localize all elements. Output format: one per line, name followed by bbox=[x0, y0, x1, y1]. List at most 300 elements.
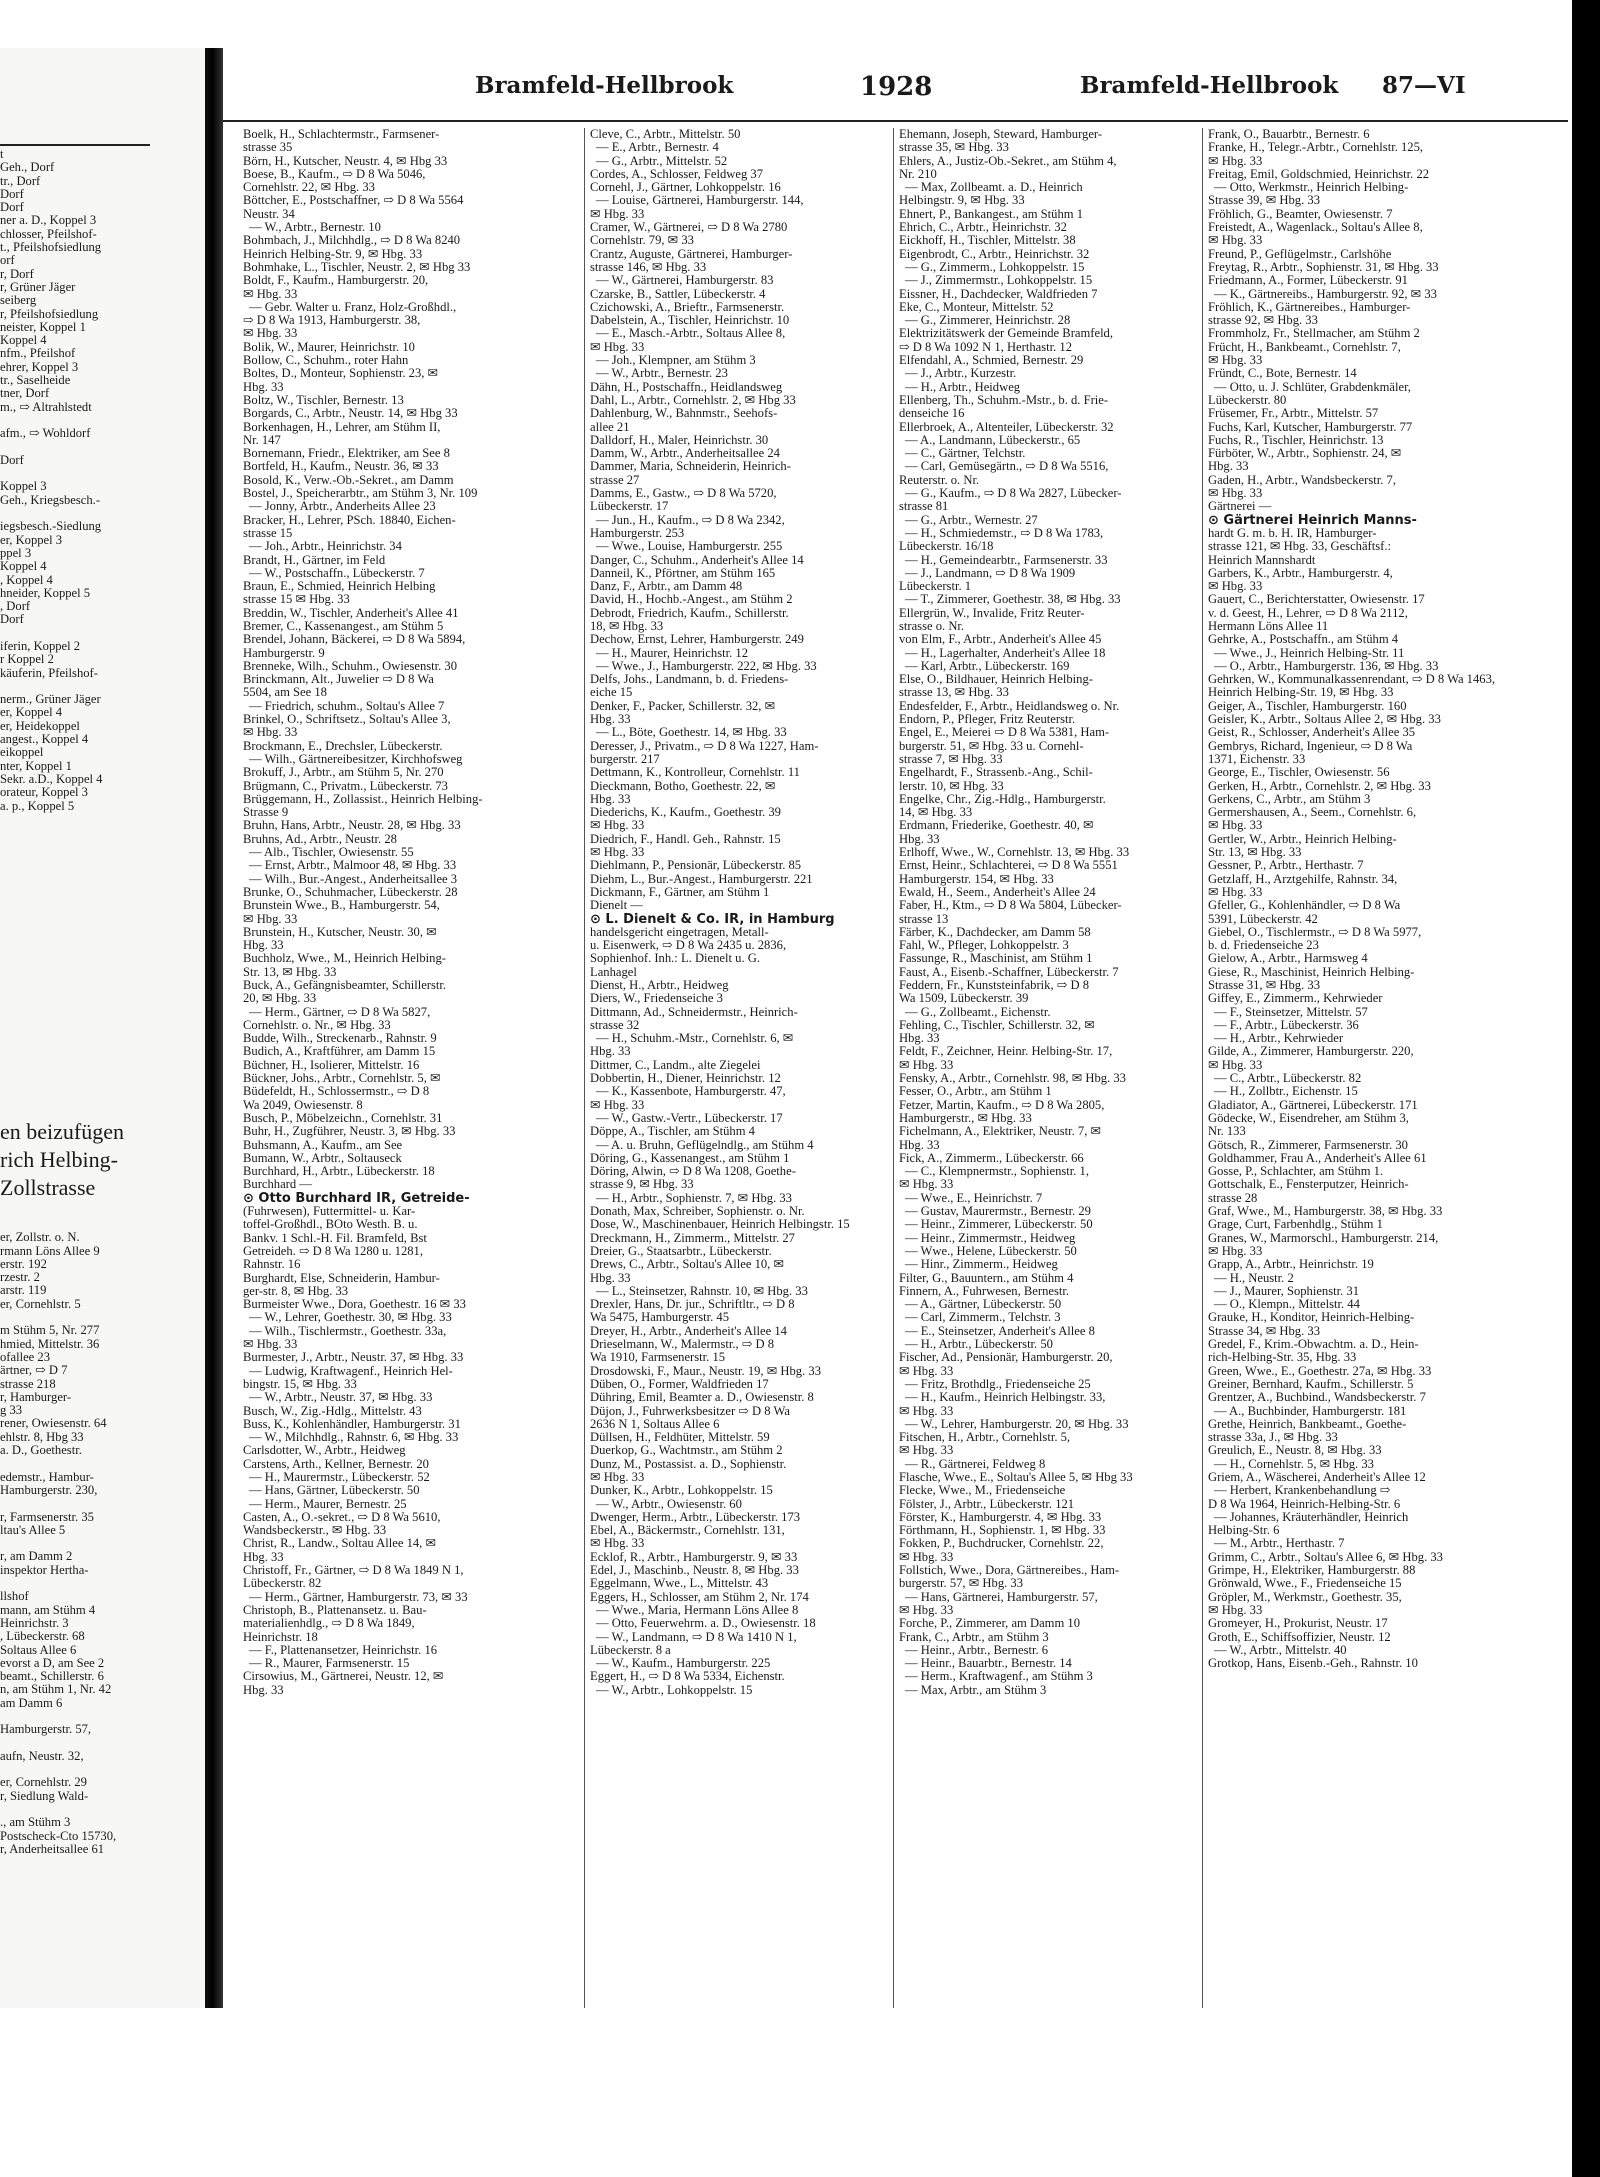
directory-entry: Denker, F., Packer, Schillerstr. 32, ✉ bbox=[590, 698, 776, 713]
directory-entry: — R., Maurer, Farmsenerstr. 15 bbox=[249, 1656, 410, 1671]
directory-entry: Bostel, J., Speicherarbtr., am Stühm 3, Nr. 109 bbox=[243, 486, 478, 501]
directory-entry: Gromeyer, H., Prokurist, Neustr. 17 bbox=[1208, 1616, 1388, 1631]
directory-entry: strasse 9, ✉ Hbg. 33 bbox=[590, 1177, 694, 1192]
page-header bbox=[245, 72, 1565, 112]
directory-entry: Gehrken, W., Kommunalkassenrendant, ⇨ D 8 Wa 1463, bbox=[1208, 672, 1496, 687]
directory-entry: Crantz, Auguste, Gärtnerei, Hamburger- bbox=[590, 246, 793, 261]
directory-entry: Follstich, Wwe., Dora, Gärtnereibes., Ham- bbox=[899, 1563, 1120, 1578]
directory-entry: Gembrys, Richard, Ingenieur, ⇨ D 8 Wa bbox=[1208, 738, 1413, 753]
directory-entry: Gauert, C., Berichterstatter, Owiesenstr. 17 bbox=[1208, 592, 1425, 607]
directory-entry: Gerkens, C., Arbtr., am Stühm 3 bbox=[1208, 791, 1371, 806]
directory-entry: Brunke, O., Schuhmacher, Lübeckerstr. 28 bbox=[243, 884, 458, 899]
directory-entry: David, H., Hochb.-Angest., am Stühm 2 bbox=[590, 592, 793, 607]
left-notice-line: Zollstrasse bbox=[0, 1175, 96, 1200]
directory-entry: t bbox=[0, 147, 4, 161]
directory-column-1 bbox=[243, 128, 573, 1697]
directory-entry: Düjon, J., Fuhrwerksbesitzer ⇨ D 8 Wa bbox=[590, 1403, 790, 1418]
directory-entry: Wandsbeckerstr., ✉ Hbg. 33 bbox=[243, 1523, 387, 1538]
header-page-number: 87—VI bbox=[1382, 72, 1466, 99]
directory-entry: Geiger, A., Tischler, Hamburgerstr. 160 bbox=[1208, 698, 1407, 713]
directory-entry: Cramer, W., Gärtnerei, ⇨ D 8 Wa 2780 bbox=[590, 220, 788, 235]
directory-entry: Gehrke, A., Postschaffn., am Stühm 4 bbox=[1208, 632, 1399, 647]
directory-entry: Fischer, Ad., Pensionär, Hamburgerstr. 20, bbox=[899, 1350, 1113, 1365]
directory-entry: — Heinr., Arbtr., Bernestr. 6 bbox=[905, 1642, 1049, 1657]
directory-entry: Cleve, C., Arbtr., Mittelstr. 50 bbox=[590, 128, 741, 141]
directory-entry: tr., Saselheide bbox=[0, 373, 71, 388]
directory-entry: Nr. 147 bbox=[243, 432, 281, 447]
directory-entry: Düllsen, H., Feldhüter, Mittelstr. 59 bbox=[590, 1430, 770, 1445]
directory-entry: Diehm, L., Bur.-Angest., Hamburgerstr. 221 bbox=[590, 871, 813, 886]
directory-entry: Grimpe, H., Elektriker, Hamburgerstr. 88 bbox=[1208, 1563, 1416, 1578]
directory-entry: ✉ Hbg. 33 bbox=[1208, 1602, 1263, 1617]
directory-entry: — W., Arbtr., Mittelstr. 40 bbox=[1214, 1642, 1347, 1657]
directory-entry: ⇨ D 8 Wa 1913, Hamburgerstr. 38, bbox=[243, 313, 421, 328]
directory-entry: — Wwe., Louise, Hamburgerstr. 255 bbox=[596, 539, 783, 554]
directory-entry: Fahl, W., Pfleger, Lohkoppelstr. 3 bbox=[899, 938, 1069, 953]
directory-entry: Feldt, F., Zeichner, Heinr. Helbing-Str. 17, bbox=[899, 1044, 1113, 1059]
directory-entry: Förthmann, H., Sophienstr. 1, ✉ Hbg. 33 bbox=[899, 1523, 1106, 1538]
directory-entry: Strasse 39, ✉ Hbg. 33 bbox=[1208, 193, 1320, 208]
directory-entry: aufn, Neustr. 32, bbox=[0, 1748, 84, 1763]
directory-entry: ✉ Hbg. 33 bbox=[1208, 884, 1263, 899]
directory-entry: — H., Arbtr., Sophienstr. 7, ✉ Hbg. 33 bbox=[596, 1190, 792, 1205]
directory-entry: Edel, J., Maschinb., Neustr. 8, ✉ Hbg. 33 bbox=[590, 1563, 799, 1578]
directory-entry: Fitschen, H., Arbtr., Cornehlstr. 5, bbox=[899, 1430, 1071, 1445]
directory-entry: Engelke, Chr., Zig.-Hdlg., Hamburgerstr. bbox=[899, 791, 1106, 806]
directory-entry: iegsbesch.-Siedlung bbox=[0, 519, 102, 534]
directory-entry: — A. u. Bruhn, Geflügelndlg., am Stühm 4 bbox=[596, 1137, 814, 1152]
directory-entry: Cirsowius, M., Gärtnerei, Neustr. 12, ✉ bbox=[243, 1669, 444, 1684]
directory-entry: — W., Arbtr., Owiesenstr. 60 bbox=[596, 1496, 742, 1511]
directory-entry: strasse 27 bbox=[590, 472, 640, 487]
directory-entry: Hbg. 33 bbox=[243, 1682, 284, 1697]
header-year: 1928 bbox=[860, 72, 933, 102]
left-page-text bbox=[0, 148, 102, 813]
directory-entry: Giebel, O., Tischlermstr., ⇨ D 8 Wa 5977, bbox=[1208, 924, 1422, 939]
directory-entry: — G., Arbtr., Mittelstr. 52 bbox=[596, 153, 728, 168]
directory-entry: Frank, O., Bauarbtr., Bernestr. 6 bbox=[1208, 128, 1370, 141]
directory-entry: Green, Wwe., E., Goethestr. 27a, ✉ Hbg. 33 bbox=[1208, 1363, 1432, 1378]
directory-entry: Brockmann, E., Drechsler, Lübeckerstr. bbox=[243, 738, 443, 753]
directory-entry: Gilde, A., Zimmerer, Hamburgerstr. 220, bbox=[1208, 1044, 1414, 1059]
directory-entry: Gielow, A., Arbtr., Harmsweg 4 bbox=[1208, 951, 1368, 966]
directory-entry: ✉ Hbg. 33 bbox=[1208, 818, 1263, 833]
directory-entry: ✉ Hbg. 33 bbox=[590, 1097, 645, 1112]
directory-entry: Czarske, B., Sattler, Lübeckerstr. 4 bbox=[590, 286, 766, 301]
directory-entry: — J., Zimmermstr., Lohkoppelstr. 15 bbox=[905, 273, 1093, 288]
directory-entry: Deresser, J., Privatm., ⇨ D 8 Wa 1227, Ham- bbox=[590, 738, 819, 753]
directory-entry: Götsch, R., Zimmerer, Farmsenerstr. 30 bbox=[1208, 1137, 1408, 1152]
directory-entry: — E., Steinsetzer, Anderheit's Allee 8 bbox=[905, 1323, 1095, 1338]
directory-entry: Bollow, C., Schuhm., roter Hahn bbox=[243, 353, 409, 368]
directory-entry: Koppel 3 bbox=[0, 479, 47, 494]
directory-entry: Freytag, R., Arbtr., Sophienstr. 31, ✉ Hbg. 33 bbox=[1208, 259, 1439, 274]
directory-entry: — W., Landmann, ⇨ D 8 Wa 1410 N 1, bbox=[596, 1629, 797, 1644]
directory-entry: Grentzer, A., Buchbind., Wandsbeckerstr. 7 bbox=[1208, 1390, 1426, 1405]
directory-entry: afm., ⇨ Wohldorf bbox=[0, 426, 91, 441]
directory-entry: er, Zollstr. o. N. bbox=[0, 1230, 80, 1245]
directory-entry: — F., Steinsetzer, Mittelstr. 57 bbox=[1214, 1004, 1368, 1019]
directory-entry: Fehling, C., Tischler, Schillerstr. 32, ✉ bbox=[899, 1017, 1095, 1032]
directory-entry: Str. 13, ✉ Hbg. 33 bbox=[1208, 845, 1302, 860]
directory-entry: Fuchs, R., Tischler, Heinrichstr. 13 bbox=[1208, 432, 1384, 447]
directory-entry: Carlsdotter, W., Arbtr., Heidweg bbox=[243, 1443, 406, 1458]
directory-entry: Gfeller, G., Kohlenhändler, ⇨ D 8 Wa bbox=[1208, 898, 1401, 913]
directory-entry: Hamburgerstr. 230, bbox=[0, 1482, 98, 1497]
directory-entry: — C., Arbtr., Lübeckerstr. 82 bbox=[1214, 1071, 1362, 1086]
directory-entry: — W., Arbtr., Neustr. 37, ✉ Hbg. 33 bbox=[249, 1390, 433, 1405]
directory-entry: strasse 32 bbox=[590, 1017, 640, 1032]
directory-entry: Hamburgerstr., ✉ Hbg. 33 bbox=[899, 1110, 1032, 1125]
directory-entry: Ehnert, P., Bankangest., am Stühm 1 bbox=[899, 206, 1083, 221]
directory-entry: Buhr, H., Zugführer, Neustr. 3, ✉ Hbg. 33 bbox=[243, 1124, 456, 1139]
directory-entry: am Damm 6 bbox=[0, 1695, 63, 1710]
directory-entry: Hbg. 33 bbox=[590, 712, 631, 727]
directory-entry: Budich, A., Kraftführer, am Damm 15 bbox=[243, 1044, 436, 1059]
directory-entry: ✉ Hbg. 33 bbox=[590, 845, 645, 860]
directory-entry: Christ, R., Landw., Soltau Allee 14, ✉ bbox=[243, 1536, 437, 1551]
directory-entry: — H., Kaufm., Heinrich Helbingstr. 33, bbox=[905, 1390, 1106, 1405]
directory-entry: Geist, R., Schlosser, Anderheit's Allee 35 bbox=[1208, 725, 1416, 740]
directory-entry: ✉ Hbg. 33 bbox=[899, 1177, 954, 1192]
directory-entry: Heinrichstr. 3 bbox=[0, 1615, 69, 1630]
directory-entry: Strasse 34, ✉ Hbg. 33 bbox=[1208, 1323, 1320, 1338]
directory-column-2 bbox=[590, 128, 890, 1697]
directory-entry: — Heinr., Zimmerer, Lübeckerstr. 50 bbox=[905, 1217, 1093, 1232]
directory-entry: ⊙ L. Dienelt & Co. IR, in Hamburg bbox=[590, 911, 835, 927]
directory-entry: r, am Damm 2 bbox=[0, 1549, 73, 1564]
directory-entry: t., Pfeilshofsiedlung bbox=[0, 240, 102, 255]
directory-entry: — Otto, Werkmstr., Heinrich Helbing- bbox=[1214, 180, 1409, 195]
directory-entry bbox=[0, 441, 102, 454]
directory-entry: Ernst, Heinr., Schlachterei, ⇨ D 8 Wa 5551 bbox=[899, 858, 1118, 873]
directory-entry: — H., Arbtr., Lübeckerstr. 50 bbox=[905, 1337, 1053, 1352]
header-right-title: Bramfeld-Hellbrook bbox=[1080, 72, 1339, 99]
left-notice-line: rich Helbing- bbox=[0, 1147, 118, 1172]
directory-entry: hardt G. m. b. H. IR, Hamburger- bbox=[1208, 525, 1377, 540]
directory-entry: — Gebr. Walter u. Franz, Holz-Großhdl., bbox=[249, 299, 457, 314]
directory-entry: Fröhlich, G., Beamter, Owiesenstr. 7 bbox=[1208, 206, 1393, 221]
directory-entry: Elfendahl, A., Schmied, Bernestr. 29 bbox=[899, 353, 1084, 368]
directory-entry: ✉ Hbg. 33 bbox=[243, 911, 298, 926]
directory-entry: ✉ Hbg. 33 bbox=[590, 339, 645, 354]
directory-entry: Bosold, K., Verw.-Ob.-Sekret., am Damm bbox=[243, 472, 454, 487]
left-notice-line: en beizufügen bbox=[0, 1119, 124, 1144]
directory-entry: Greulich, E., Neustr. 8, ✉ Hbg. 33 bbox=[1208, 1443, 1382, 1458]
directory-entry: — J., Arbtr., Kurzestr. bbox=[905, 366, 1017, 381]
directory-entry: — Jun., H., Kaufm., ⇨ D 8 Wa 2342, bbox=[596, 512, 785, 527]
directory-entry: Grönwald, Wwe., F., Friedenseiche 15 bbox=[1208, 1576, 1402, 1591]
directory-entry: Eickhoff, H., Tischler, Mittelstr. 38 bbox=[899, 233, 1076, 248]
directory-entry: — W., Arbtr., Bernestr. 10 bbox=[249, 220, 381, 235]
header-rule bbox=[223, 120, 1568, 122]
directory-entry: Damm, W., Arbtr., Anderheitsallee 24 bbox=[590, 446, 780, 461]
directory-entry: ofallee 23 bbox=[0, 1349, 50, 1364]
directory-entry: Burchhard — bbox=[243, 1177, 312, 1192]
directory-entry: strasse 15 ✉ Hbg. 33 bbox=[243, 592, 350, 607]
directory-entry: Strasse 31, ✉ Hbg. 33 bbox=[1208, 978, 1320, 992]
directory-entry: — A., Buchbinder, Hamburgerstr. 181 bbox=[1214, 1403, 1407, 1418]
directory-entry: ✉ Hbg. 33 bbox=[1208, 1057, 1263, 1072]
directory-entry: — Herm., Kraftwagenf., am Stühm 3 bbox=[905, 1669, 1093, 1684]
directory-entry: Hbg. 33 bbox=[243, 938, 284, 953]
directory-entry: nerm., Grüner Jäger bbox=[0, 692, 101, 707]
directory-entry: Hbg. 33 bbox=[899, 1137, 940, 1152]
directory-entry: 14, ✉ Hbg. 33 bbox=[899, 805, 973, 820]
directory-entry: Giffey, E., Zimmerm., Kehrwieder bbox=[1208, 991, 1383, 1006]
directory-entry: Reuterstr. o. Nr. bbox=[899, 472, 980, 487]
directory-entry: Cornehlstr. 22, ✉ Hbg. 33 bbox=[243, 180, 375, 195]
directory-entry: Dienelt — bbox=[590, 898, 643, 913]
directory-entry: r, Dorf bbox=[0, 266, 34, 281]
directory-entry: ✉ Hbg. 33 bbox=[590, 1536, 645, 1551]
directory-entry: Bruhns, Ad., Arbtr., Neustr. 28 bbox=[243, 831, 397, 846]
directory-entry: orateur, Koppel 3 bbox=[0, 785, 88, 800]
book-gutter bbox=[205, 48, 223, 2008]
directory-entry: Drexler, Hans, Dr. jur., Schriftltr., ⇨ D 8 bbox=[590, 1297, 795, 1312]
directory-entry: Graf, Wwe., M., Hamburgerstr. 38, ✉ Hbg. 33 bbox=[1208, 1204, 1443, 1219]
directory-entry: Bankv. 1 Schl.-H. Fil. Bramfeld, Bst bbox=[243, 1230, 427, 1245]
directory-entry: Diederichs, K., Kaufm., Goethestr. 39 bbox=[590, 805, 781, 820]
directory-entry: Heinrich Helbing-Str. 9, ✉ Hbg. 33 bbox=[243, 246, 423, 261]
directory-entry: — Wilh., Bur.-Angest., Anderheitsallee 3 bbox=[249, 871, 458, 886]
directory-entry: Färber, K., Dachdecker, am Damm 58 bbox=[899, 924, 1091, 939]
directory-entry: — Wilh., Gärtnereibesitzer, Kirchhofsweg bbox=[249, 751, 463, 766]
directory-entry: Geh., Dorf bbox=[0, 160, 55, 175]
directory-entry: Bornemann, Friedr., Elektriker, am See 8 bbox=[243, 446, 450, 461]
directory-entry: Döring, Alwin, ⇨ D 8 Wa 1208, Goethe- bbox=[590, 1164, 796, 1179]
directory-entry: Lübeckerstr. 8 a bbox=[590, 1642, 671, 1657]
directory-entry: Wa 5475, Hamburgerstr. 45 bbox=[590, 1310, 730, 1325]
directory-entry: strasse 146, ✉ Hbg. 33 bbox=[590, 259, 707, 274]
directory-entry: — O., Arbtr., Hamburgerstr. 136, ✉ Hbg. 33 bbox=[1214, 658, 1439, 673]
directory-entry: — H., Arbtr., Kehrwieder bbox=[1214, 1031, 1344, 1046]
directory-entry bbox=[0, 1737, 116, 1750]
directory-entry: Frommholz, Fr., Stellmacher, am Stühm 2 bbox=[1208, 326, 1420, 341]
directory-entry: — O., Klempn., Mittelstr. 44 bbox=[1214, 1297, 1360, 1312]
directory-entry: Ebel, A., Bäckermstr., Cornehlstr. 131, bbox=[590, 1523, 785, 1538]
directory-entry: Gerken, H., Arbtr., Cornehlstr. 2, ✉ Hbg. 33 bbox=[1208, 778, 1431, 793]
directory-entry: Germershausen, A., Seem., Cornehlstr. 6, bbox=[1208, 805, 1417, 820]
directory-entry: Cornehl, J., Gärtner, Lohkoppelstr. 16 bbox=[590, 180, 781, 195]
directory-entry: ✉ Hbg. 33 bbox=[243, 326, 298, 341]
directory-entry: Dettmann, K., Kontrolleur, Cornehlstr. 11 bbox=[590, 765, 800, 780]
directory-entry: Heinrich Mannshardt bbox=[1208, 552, 1316, 567]
directory-column-4 bbox=[1208, 128, 1538, 1670]
directory-entry: Boltes, D., Monteur, Sophienstr. 23, ✉ bbox=[243, 366, 439, 381]
directory-entry: ner a. D., Koppel 3 bbox=[0, 213, 97, 228]
directory-entry: Dreyer, H., Arbtr., Anderheit's Allee 14 bbox=[590, 1323, 787, 1338]
directory-entry: Erdmann, Friederike, Goethestr. 40, ✉ bbox=[899, 818, 1094, 833]
directory-entry: n, am Stühm 1, Nr. 42 bbox=[0, 1682, 112, 1697]
directory-entry: b. d. Friedenseiche 23 bbox=[1208, 938, 1319, 953]
directory-entry: 18, ✉ Hbg. 33 bbox=[590, 618, 664, 633]
directory-entry: Büchner, H., Isolierer, Mittelstr. 16 bbox=[243, 1057, 420, 1072]
directory-entry: Giese, R., Maschinist, Heinrich Helbing- bbox=[1208, 964, 1415, 979]
left-header-rule bbox=[0, 144, 150, 146]
directory-entry: — W., Postschaffn., Lübeckerstr. 7 bbox=[249, 565, 425, 580]
directory-entry: m Stühm 5, Nr. 277 bbox=[0, 1323, 100, 1338]
directory-entry: Sophienhof. Inh.: L. Dienelt u. G. bbox=[590, 951, 760, 966]
directory-entry: Ecklof, R., Arbtr., Hamburgerstr. 9, ✉ 33 bbox=[590, 1549, 798, 1564]
directory-entry: Garbers, K., Arbtr., Hamburgerstr. 4, bbox=[1208, 565, 1393, 580]
directory-entry: g 33 bbox=[0, 1403, 23, 1418]
directory-entry: Danneil, K., Pförtner, am Stühm 165 bbox=[590, 565, 776, 580]
directory-entry: ✉ Hbg. 33 bbox=[1208, 579, 1263, 594]
directory-entry: Busch, P., Möbelzeichn., Cornehlstr. 31 bbox=[243, 1110, 443, 1125]
directory-entry: Brandt, H., Gärtner, im Feld bbox=[243, 552, 386, 567]
directory-entry: ehrer, Koppel 3 bbox=[0, 359, 79, 374]
directory-entry: — Karl, Arbtr., Lübeckerstr. 169 bbox=[905, 658, 1070, 673]
directory-entry: — A., Gärtner, Lübeckerstr. 50 bbox=[905, 1297, 1062, 1312]
directory-entry: Hbg. 33 bbox=[590, 1270, 631, 1285]
directory-entry: Heinrich Helbing-Str. 19, ✉ Hbg. 33 bbox=[1208, 685, 1394, 700]
directory-entry: neister, Koppel 1 bbox=[0, 319, 86, 334]
directory-entry: Lübeckerstr. 17 bbox=[590, 499, 669, 514]
directory-entry: — H., Schmiedemstr., ⇨ D 8 Wa 1783, bbox=[905, 525, 1104, 540]
directory-entry: Dorf bbox=[0, 452, 24, 467]
directory-entry: Fensky, A., Arbtr., Cornehlstr. 98, ✉ Hbg. 33 bbox=[899, 1071, 1126, 1086]
directory-entry: — Max, Arbtr., am Stühm 3 bbox=[905, 1682, 1047, 1697]
directory-entry: — Carl, Gemüsegärtn., ⇨ D 8 Wa 5516, bbox=[905, 459, 1109, 474]
directory-entry: Christoff, Fr., Gärtner, ⇨ D 8 Wa 1849 N 1, bbox=[243, 1563, 464, 1578]
directory-entry: Donath, Max, Schreiber, Sophienstr. o. Nr. bbox=[590, 1204, 805, 1219]
directory-entry: Eggers, H., Schlosser, am Stühm 2, Nr. 174 bbox=[590, 1589, 809, 1604]
directory-entry: ., am Stühm 3 bbox=[0, 1815, 71, 1830]
directory-entry: Frücht, H., Bankbeamt., Cornehlstr. 7, bbox=[1208, 339, 1401, 354]
directory-entry: Diehlmann, P., Pensionär, Lübeckerstr. 85 bbox=[590, 858, 802, 873]
directory-entry: Cordes, A., Schlosser, Feldweg 37 bbox=[590, 166, 763, 181]
directory-entry: rmann Löns Allee 9 bbox=[0, 1243, 100, 1258]
directory-entry: Wa 1509, Lübeckerstr. 39 bbox=[899, 991, 1029, 1006]
directory-entry: Fichelmann, A., Elektriker, Neustr. 7, ✉ bbox=[899, 1124, 1102, 1139]
directory-entry: — Hans, Gärtnerei, Hamburgerstr. 57, bbox=[905, 1589, 1098, 1604]
directory-entry: Dahlenburg, W., Bahnmstr., Seehofs- bbox=[590, 406, 778, 421]
directory-entry: Dittmann, Ad., Schneidermstr., Heinrich- bbox=[590, 1004, 798, 1019]
directory-entry: — C., Klempnermstr., Sophienstr. 1, bbox=[905, 1164, 1090, 1179]
directory-entry: Casten, A., O.-sekret., ⇨ D 8 Wa 5610, bbox=[243, 1509, 441, 1524]
directory-entry: — Otto, Feuerwehrm. a. D., Owiesenstr. 18 bbox=[596, 1616, 816, 1631]
directory-entry: Fründt, C., Bote, Bernestr. 14 bbox=[1208, 366, 1357, 381]
directory-entry: Dunker, K., Arbtr., Lohkoppelstr. 15 bbox=[590, 1483, 773, 1498]
directory-entry: Ewald, H., Seem., Anderheit's Allee 24 bbox=[899, 884, 1096, 899]
directory-entry: Hbg. 33 bbox=[243, 379, 284, 394]
directory-entry: — Jonny, Arbtr., Anderheits Allee 23 bbox=[249, 499, 436, 514]
directory-entry: strasse 7, ✉ Hbg. 33 bbox=[899, 751, 1003, 766]
directory-entry: ger-str. 8, ✉ Hbg. 33 bbox=[243, 1283, 349, 1298]
directory-entry: — K., Gärtnereibs., Hamburgerstr. 92, ✉ 33 bbox=[1214, 286, 1437, 301]
directory-entry: Borkenhagen, H., Lehrer, am Stühm II, bbox=[243, 419, 441, 434]
directory-entry: Burmester, J., Arbtr., Neustr. 37, ✉ Hbg. 33 bbox=[243, 1350, 464, 1365]
directory-entry: Dorf bbox=[0, 612, 24, 627]
directory-entry: Diedrich, F., Handl. Geh., Rahnstr. 15 bbox=[590, 831, 781, 846]
directory-entry: ✉ Hbg. 33 bbox=[1208, 233, 1263, 248]
directory-entry: Geh., Kriegsbesch.- bbox=[0, 492, 101, 507]
directory-entry: beamt., Schillerstr. 6 bbox=[0, 1669, 104, 1684]
directory-entry: edemstr., Hambur- bbox=[0, 1469, 94, 1484]
directory-entry: 5504, am See 18 bbox=[243, 685, 327, 700]
directory-entry: strasse 92, ✉ Hbg. 33 bbox=[1208, 313, 1318, 328]
directory-entry: Debrodt, Friedrich, Kaufm., Schillerstr. bbox=[590, 605, 789, 620]
directory-entry: Gärtnerei — bbox=[1208, 499, 1272, 514]
column-divider bbox=[1202, 128, 1203, 2008]
directory-entry: Strasse 9 bbox=[243, 805, 289, 820]
directory-entry: Nr. 133 bbox=[1208, 1124, 1246, 1139]
directory-entry: Boelk, H., Schlachtermstr., Farmsener- bbox=[243, 128, 440, 141]
directory-entry: Freistedt, A., Wagenlack., Soltau's Allee 8, bbox=[1208, 220, 1423, 235]
directory-entry: Brendel, Johann, Bäckerei, ⇨ D 8 Wa 5894, bbox=[243, 632, 466, 647]
directory-entry: denseiche 16 bbox=[899, 406, 965, 421]
directory-entry: ✉ Hbg. 33 bbox=[1208, 153, 1263, 168]
directory-entry: ⊙ Otto Burchhard IR, Getreide- bbox=[243, 1190, 470, 1206]
directory-entry: Neustr. 34 bbox=[243, 206, 295, 221]
directory-entry: — W., Milchhdlg., Rahnstr. 6, ✉ Hbg. 33 bbox=[249, 1430, 459, 1445]
directory-entry: Böttcher, E., Postschaffner, ⇨ D 8 Wa 5564 bbox=[243, 193, 464, 208]
directory-entry: — F., Arbtr., Lübeckerstr. 36 bbox=[1214, 1017, 1359, 1032]
directory-entry: burgerstr. 57, ✉ Hbg. 33 bbox=[899, 1576, 1024, 1591]
directory-entry: rener, Owiesenstr. 64 bbox=[0, 1416, 107, 1431]
directory-entry: — W., Gastw.-Vertr., Lübeckerstr. 17 bbox=[596, 1110, 783, 1125]
directory-entry: Brinkel, O., Schriftsetz., Soltau's Allee 3, bbox=[243, 712, 451, 727]
directory-entry: Brunstein Wwe., B., Hamburgerstr. 54, bbox=[243, 898, 440, 913]
directory-entry: Eke, C., Monteur, Mittelstr. 52 bbox=[899, 299, 1054, 314]
directory-entry: Dienst, H., Arbtr., Heidweg bbox=[590, 978, 729, 992]
directory-entry: Wa 1910, Farmsenerstr. 15 bbox=[590, 1350, 726, 1365]
directory-entry: er, Heidekoppel bbox=[0, 718, 80, 733]
directory-entry: seiberg bbox=[0, 293, 37, 308]
directory-entry: Dittmer, C., Landm., alte Ziegelei bbox=[590, 1057, 761, 1072]
directory-entry: Frank, C., Arbtr., am Stühm 3 bbox=[899, 1629, 1049, 1644]
directory-entry: Dunz, M., Postassist. a. D., Sophienstr. bbox=[590, 1456, 787, 1471]
directory-entry bbox=[0, 1710, 116, 1723]
directory-entry: Lübeckerstr. 16/18 bbox=[899, 539, 994, 554]
directory-entry: ⊙ Gärtnerei Heinrich Manns- bbox=[1208, 512, 1417, 528]
directory-entry: — H., Schuhm.-Mstr., Cornehlstr. 6, ✉ bbox=[596, 1031, 794, 1046]
directory-entry: ✉ Hbg. 33 bbox=[590, 818, 645, 833]
directory-entry: — G., Zollbeamt., Eichenstr. bbox=[905, 1004, 1051, 1019]
directory-entry: Hamburgerstr. 154, ✉ Hbg. 33 bbox=[899, 871, 1054, 886]
directory-entry: — G., Zimmerm., Lohkoppelstr. 15 bbox=[905, 259, 1085, 274]
directory-entry: Granes, W., Marmorschl., Hamburgerstr. 214, bbox=[1208, 1230, 1439, 1245]
directory-entry: Breddin, W., Tischler, Anderheit's Allee 41 bbox=[243, 605, 459, 620]
directory-entry: handelsgericht eingetragen, Metall- bbox=[590, 924, 769, 939]
directory-entry: Flasche, Wwe., E., Soltau's Allee 5, ✉ Hbg 33 bbox=[899, 1469, 1133, 1484]
directory-entry: Buchholz, Wwe., M., Heinrich Helbing- bbox=[243, 951, 446, 966]
directory-entry: — H., Gemeindearbtr., Farmsenerstr. 33 bbox=[905, 552, 1108, 567]
directory-entry: Bruhn, Hans, Arbtr., Neustr. 28, ✉ Hbg. 33 bbox=[243, 818, 461, 833]
directory-entry: , Dorf bbox=[0, 599, 31, 614]
directory-entry: Fuchs, Karl, Kutscher, Hamburgerstr. 77 bbox=[1208, 419, 1413, 434]
directory-entry: Gottschalk, E., Fensterputzer, Heinrich- bbox=[1208, 1177, 1409, 1192]
directory-entry: strasse 81 bbox=[899, 499, 949, 514]
directory-entry: strasse 35, ✉ Hbg. 33 bbox=[899, 140, 1009, 155]
directory-entry: — M., Arbtr., Herthastr. 7 bbox=[1214, 1536, 1345, 1551]
directory-entry: Rahnstr. 16 bbox=[243, 1257, 301, 1272]
directory-entry: — Hans, Gärtner, Lübeckerstr. 50 bbox=[249, 1483, 420, 1498]
directory-entry: Gosse, P., Schlachter, am Stühm 1. bbox=[1208, 1164, 1384, 1179]
directory-entry: — Johannes, Kräuterhändler, Heinrich bbox=[1214, 1509, 1409, 1524]
directory-entry: — H., Neustr. 2 bbox=[1214, 1270, 1294, 1285]
directory-entry: Gröpler, M., Werkmstr., Goethestr. 35, bbox=[1208, 1589, 1402, 1604]
directory-entry: Boldt, F., Kaufm., Hamburgerstr. 20, bbox=[243, 273, 429, 288]
directory-entry: Goldhammer, Frau A., Anderheit's Allee 61 bbox=[1208, 1150, 1427, 1165]
directory-entry: ärtner, ⇨ D 7 bbox=[0, 1363, 68, 1378]
directory-entry: — H., Arbtr., Heidweg bbox=[905, 379, 1021, 394]
directory-entry: ✉ Hbg. 33 bbox=[1208, 353, 1263, 368]
directory-entry: Drosdowski, F., Maur., Neustr. 19, ✉ Hbg. 33 bbox=[590, 1363, 821, 1378]
directory-entry: — H., Cornehlstr. 5, ✉ Hbg. 33 bbox=[1214, 1456, 1374, 1471]
scan-border bbox=[1572, 0, 1600, 2177]
